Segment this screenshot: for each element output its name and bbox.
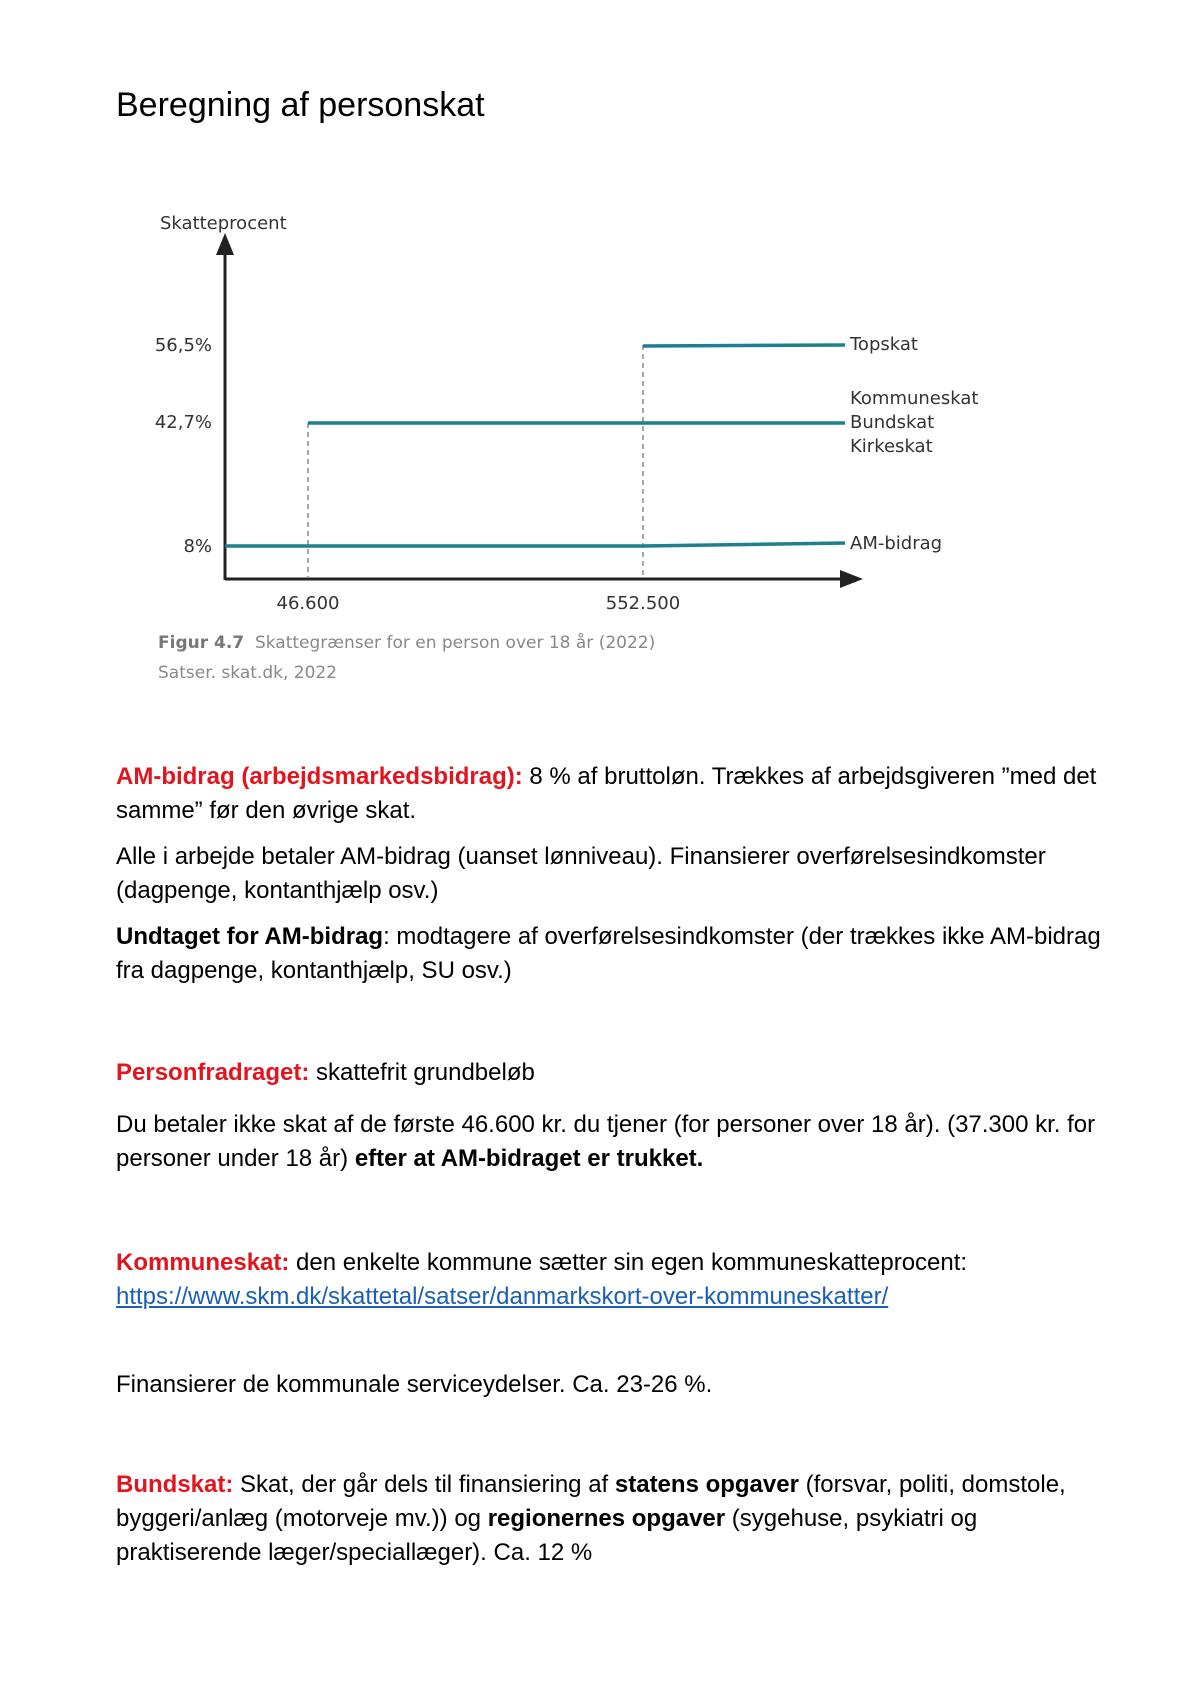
series-label-kirkeskat: Kirkeskat [850,436,933,457]
x-tick-label: 46.600 [276,593,340,614]
personfradrag-text: skattefrit grundbeløb [309,1059,535,1086]
bundskat-text-3: (sygehuse, psykiatri og praktiserende læger/speciallæger). Ca. 12 % [116,1505,978,1566]
y-tick-label: 56,5% [154,335,212,356]
bundskat-text-1: Skat, der går dels til finansiering af [233,1471,615,1498]
y-axis-label: Skatteprocent [160,215,287,234]
series-line-am-bidrag [225,543,845,546]
kommuneskat-text: den enkelte kommune sætter sin egen kommuneskatteprocent: [289,1249,968,1276]
y-tick-label: 42,7% [154,412,212,433]
x-tick-label: 552.500 [605,593,681,614]
am-bidrag-exempt-text: : modtagere af overførelsesindkomster (der trækkes ikke AM-bidrag fra dagpenge, kontanthjælp, SU osv.) [116,923,1101,984]
figure-caption-label: Figur 4.7 [158,633,245,653]
bundskat-text-2: (forsvar, politi, domstole, byggeri/anlæg (motorveje mv.)) og [116,1471,1066,1532]
am-bidrag-exempt [116,920,1101,988]
bundskat-heading: Bundskat: [116,1471,234,1498]
kommuneskat-finansiering: Finansierer de kommunale serviceydelser. Ca. 23-26 %. [116,1371,713,1398]
bundskat-statens-opgaver: statens opgaver [614,1471,799,1498]
personfradrag-detail [116,1108,1101,1176]
series-label-am-bidrag: AM-bidrag [850,533,943,554]
bundskat-regionernes-opgaver: regionernes opgaver [487,1505,726,1532]
y-tick-label: 8% [183,536,212,557]
series-label-bundskat: Bundskat [850,412,935,433]
x-axis-arrow [840,570,863,588]
am-bidrag-text: 8 % af bruttoløn. Trækkes af arbejdsgiveren ”med det samme” før den øvrige skat. [116,763,1097,824]
personfradrag-paragraph [116,1056,1101,1090]
personfradrag-detail-bold: efter at AM-bidraget er trukket. [354,1145,704,1172]
y-axis-arrow [216,233,234,255]
series-label-topskat: Topskat [850,334,918,355]
tax-rate-chart [140,215,1000,705]
personfradrag-detail-text: Du betaler ikke skat af de første 46.600 kr. du tjener (for personer over 18 år). (37.300 kr. for personer under 18 år) [116,1111,1096,1172]
kommuneskat-link[interactable]: https://www.skm.dk/skattetal/satser/danmarkskort-over-kommuneskatter/ [116,1283,889,1310]
am-bidrag-exempt-heading: Undtaget for AM-bidrag [116,923,384,950]
tax-rate-chart-svg [140,215,1000,705]
bundskat-paragraph [116,1468,1101,1570]
am-bidrag-paragraph [116,760,1101,828]
series-line-topskat [643,345,845,346]
kommuneskat-paragraph [116,1246,1101,1314]
personfradrag-heading: Personfradraget: [116,1059,310,1086]
figure-source: Satser. skat.dk, 2022 [158,663,338,683]
am-bidrag-heading: AM-bidrag (arbejdsmarkedsbidrag): [116,763,523,790]
figure-caption-text: Skattegrænser for en person over 18 år (2022) [254,633,656,653]
am-bidrag-info: Alle i arbejde betaler AM-bidrag (uanset lønniveau). Finansierer overførelsesindkomster (dagpenge, kontanthjælp osv.) [116,843,1046,904]
page-title: Beregning af personskat [116,86,485,124]
series-label-kommuneskat: Kommuneskat [850,388,979,409]
figure-caption [158,633,655,653]
kommuneskat-heading: Kommuneskat: [116,1249,290,1276]
